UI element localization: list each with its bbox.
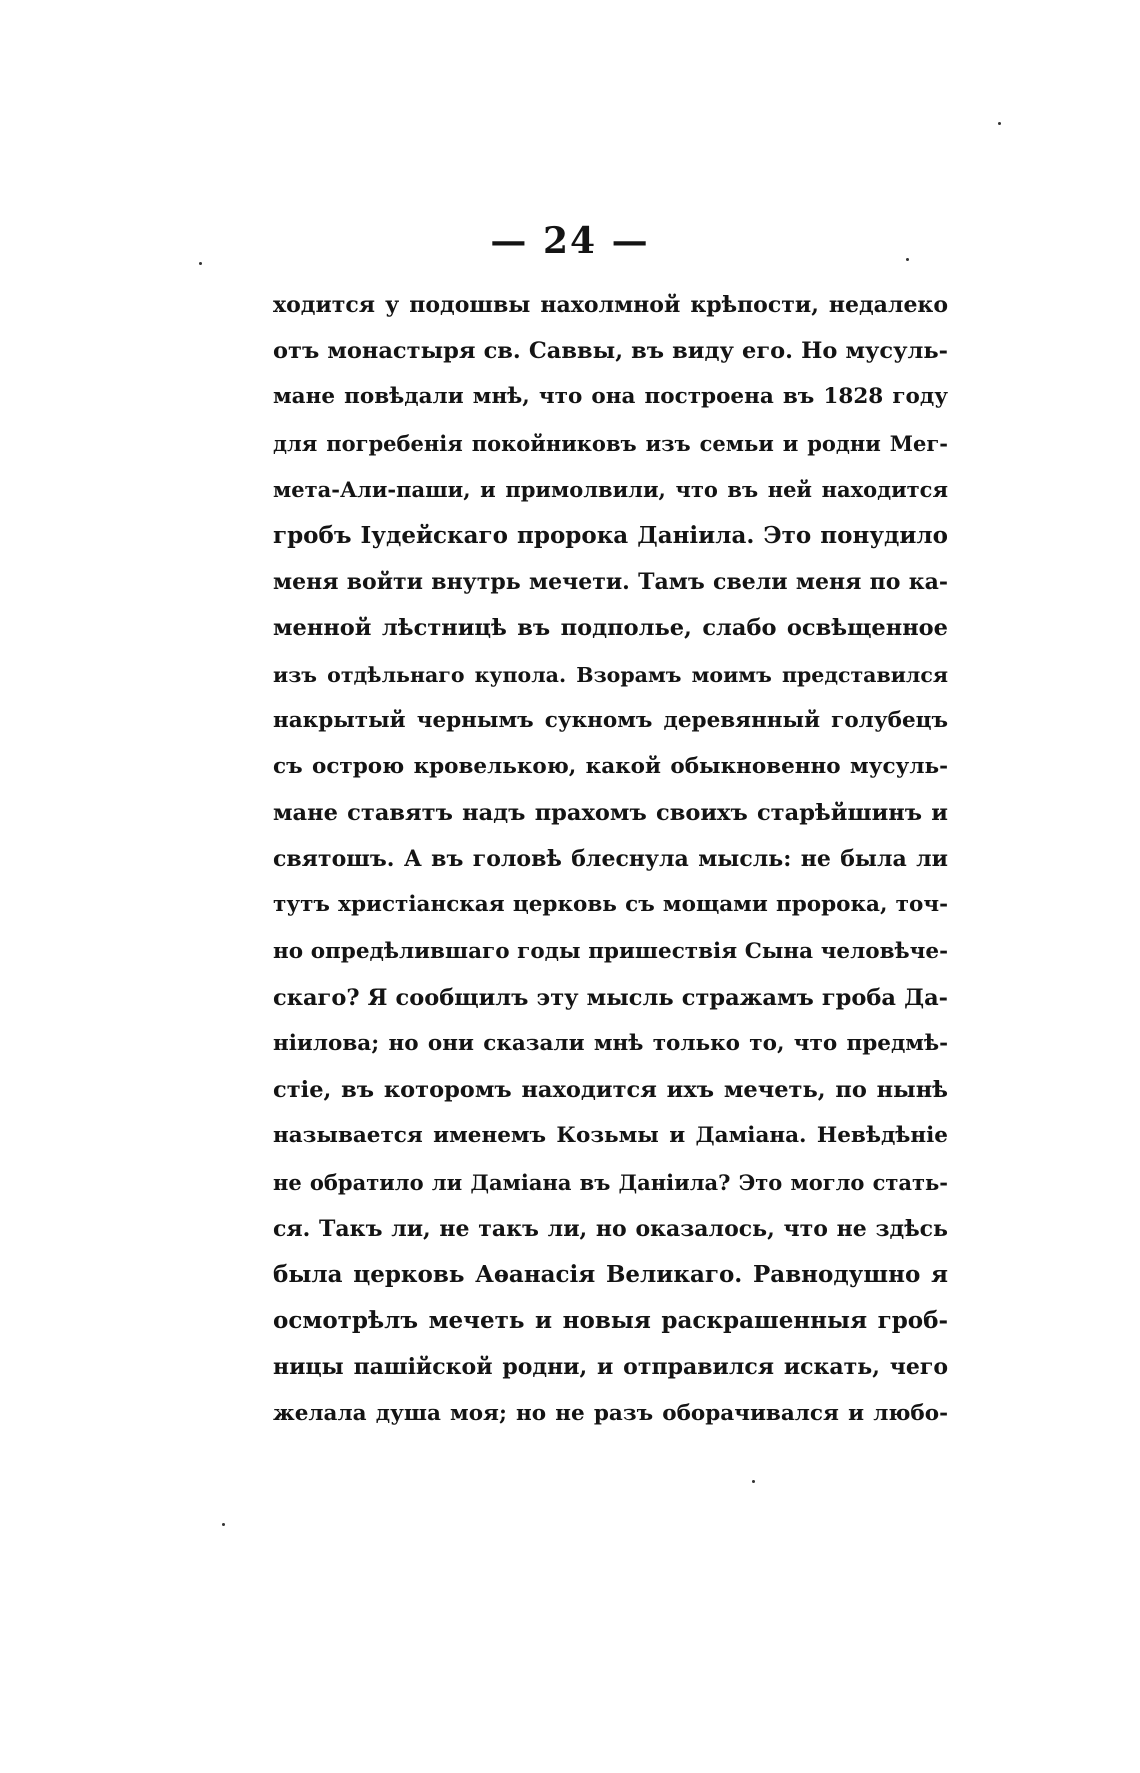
text-line: святошъ. А въ головѣ блеснула мысль: не была ли xyxy=(273,846,948,873)
text-line: мане ставятъ надъ прахомъ своихъ старѣйшинъ и xyxy=(273,800,948,827)
text-line: тутъ христіанская церковь съ мощами пророка, точ- xyxy=(273,892,948,918)
text-line: ніилова; но они сказали мнѣ только то, что предмѣ- xyxy=(273,1031,948,1056)
text-line: накрытый чернымъ сукномъ деревянный голубецъ xyxy=(273,707,948,733)
text-line: менной лѣстницѣ въ подполье, слабо освѣщенное xyxy=(273,615,948,642)
text-line: не обратило ли Даміана въ Даніила? Это могло стать- xyxy=(273,1169,948,1195)
print-speck xyxy=(906,258,909,261)
text-line: мане повѣдали мнѣ, что она построена въ 1828 году xyxy=(273,384,948,410)
text-line: съ острою кровелькою, какой обыкновенно мусуль- xyxy=(273,753,948,779)
text-line: желала душа моя; но не разъ оборачивался и любо- xyxy=(273,1400,948,1426)
text-line: ходится у подошвы нахолмной крѣпости, недалеко xyxy=(273,292,948,318)
text-line: скаго? Я сообщилъ эту мысль стражамъ гроба Да- xyxy=(273,984,948,1011)
text-line: гробъ Іудейскаго пророка Даніила. Это понудило xyxy=(273,521,948,549)
text-line: была церковь Аѳанасія Великаго. Равнодушно я xyxy=(273,1260,948,1288)
text-line: мета-Али-паши, и примолвили, что въ ней находится xyxy=(273,476,948,502)
print-speck xyxy=(222,1523,225,1526)
print-speck xyxy=(752,1480,755,1483)
text-line: называется именемъ Козьмы и Даміана. Невѣдѣніе xyxy=(273,1123,948,1149)
text-line: ницы пашійской родни, и отправился искать, чего xyxy=(273,1354,948,1381)
body-text xyxy=(273,282,948,1437)
text-line: ся. Такъ ли, не такъ ли, но оказалось, что не здѣсь xyxy=(273,1215,948,1242)
text-line: отъ монастыря св. Саввы, въ виду его. Но мусуль- xyxy=(273,338,948,365)
text-line: осмотрѣлъ мечеть и новыя раскрашенныя гроб- xyxy=(273,1307,948,1335)
text-line: меня войти внутрь мечети. Тамъ свели меня по ка- xyxy=(273,569,948,596)
page-number: — 24 — xyxy=(490,220,650,262)
print-speck xyxy=(199,262,202,265)
text-line: изъ отдѣльнаго купола. Взорамъ моимъ представился xyxy=(273,662,948,687)
text-line: стіе, въ которомъ находится ихъ мечеть, по нынѣ xyxy=(273,1077,948,1104)
text-line: но опредѣлившаго годы пришествія Сына человѣче- xyxy=(273,938,948,964)
text-line: для погребенія покойниковъ изъ семьи и родни Мег- xyxy=(273,430,948,456)
print-speck xyxy=(998,122,1001,125)
